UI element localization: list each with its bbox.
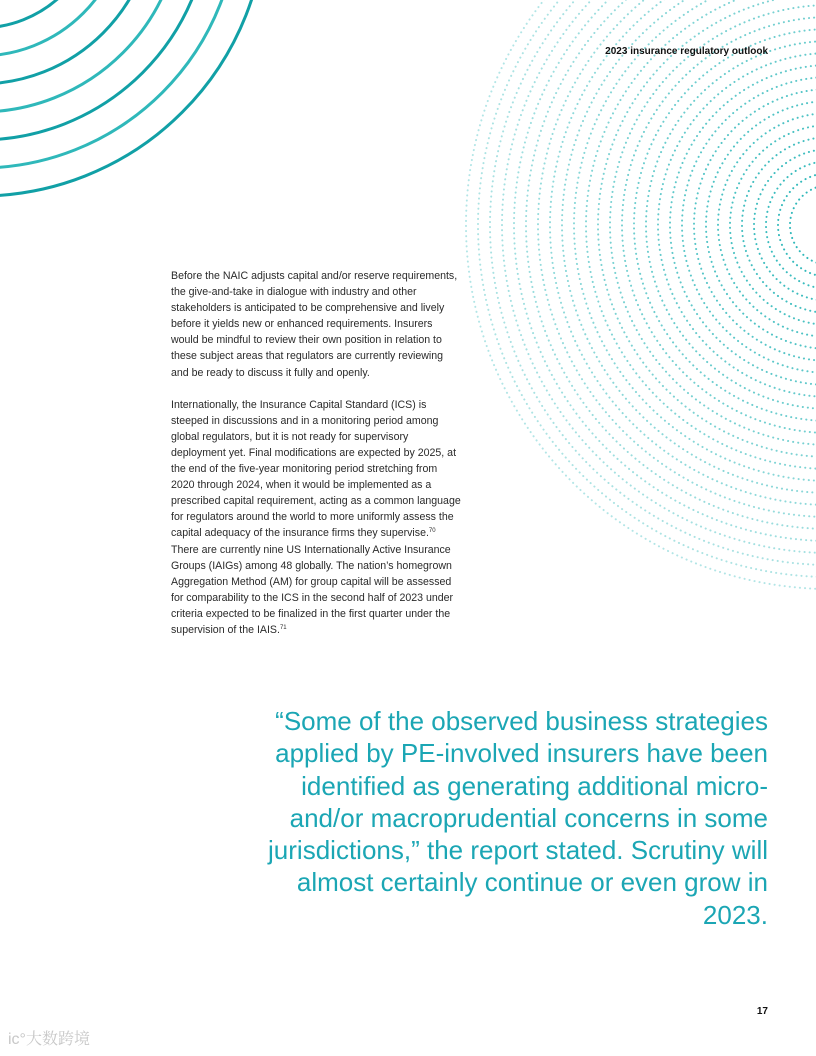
dotted-arc-pattern (466, 0, 816, 589)
dotted-arc (622, 17, 816, 433)
dotted-arc (514, 0, 816, 541)
dotted-arc (706, 101, 816, 349)
paragraph-2-part-2: There are currently nine US Internationally Active Insurance Groups (IAIGs) among 48 globally. The nation’s homegrown Aggregation Method (AM) for group capital will be assessed for comparability to the ICS in the second half of 2023 under criteria expected to be finalized in the first quarter under the supervision of the IAIS. (171, 543, 454, 636)
dotted-arc (754, 149, 816, 301)
dotted-arc (778, 173, 816, 277)
page-number: 17 (756, 1006, 768, 1017)
solid-arc (0, 0, 266, 196)
footnote-ref-71: 71 (279, 624, 287, 631)
footnote-ref-70: 70 (428, 528, 436, 535)
watermark-text: 大数跨境 (25, 1031, 90, 1048)
dotted-arc (502, 0, 816, 553)
dotted-arc (670, 65, 816, 385)
paragraph-2-part-1: Internationally, the Insurance Capital Standard (ICS) is steeped in discussions and in a monitoring period among global regulators, but it is not ready for supervisory deployment yet. Final modifications are expected by 2025, at the end of the five-year monitoring period stretching from 2020 through 2024, when it would be implemented as a prescribed capital requirement, acting as a common language for regulators around the world to more uniformly assess the capital adequacy of the insurance firms they supervise. (171, 398, 461, 540)
body-text (171, 268, 463, 638)
solid-arc (0, 0, 154, 84)
dotted-arc (478, 0, 816, 577)
paragraph-2 (171, 397, 463, 638)
dotted-arc (598, 0, 816, 457)
dotted-arc (586, 0, 816, 469)
report-title: 2023 insurance regulatory outlook (605, 46, 768, 57)
dotted-arc (538, 0, 816, 517)
dotted-arc (490, 0, 816, 565)
dotted-arc (562, 0, 816, 493)
dotted-arc (790, 185, 816, 265)
solid-arc (0, 0, 238, 168)
dotted-arc (766, 161, 816, 289)
corner-solid-arcs (0, 0, 266, 196)
pull-quote: “Some of the observed business strategies applied by PE-involved insurers have been identified as generating additional micro- and/or macroprudential concerns in some jurisdictions,” the report stated. Scrutiny will almost certainly continue or even grow in 2023. (268, 706, 768, 930)
paragraph-1: Before the NAIC adjusts capital and/or reserve requirements, the give-and-take in dialogue with industry and other stakeholders is anticipated to be comprehensive and lively before it yields new or enhanced requirements. Insurers would be mindful to review their own position in relation to these subject areas that regulators are currently reviewing and be ready to discuss it fully and openly. (171, 270, 458, 379)
dotted-arc (646, 41, 816, 409)
dotted-arc (742, 137, 816, 313)
dotted-arc (682, 77, 816, 373)
watermark-logo: ic°大数跨境 (8, 1031, 90, 1048)
